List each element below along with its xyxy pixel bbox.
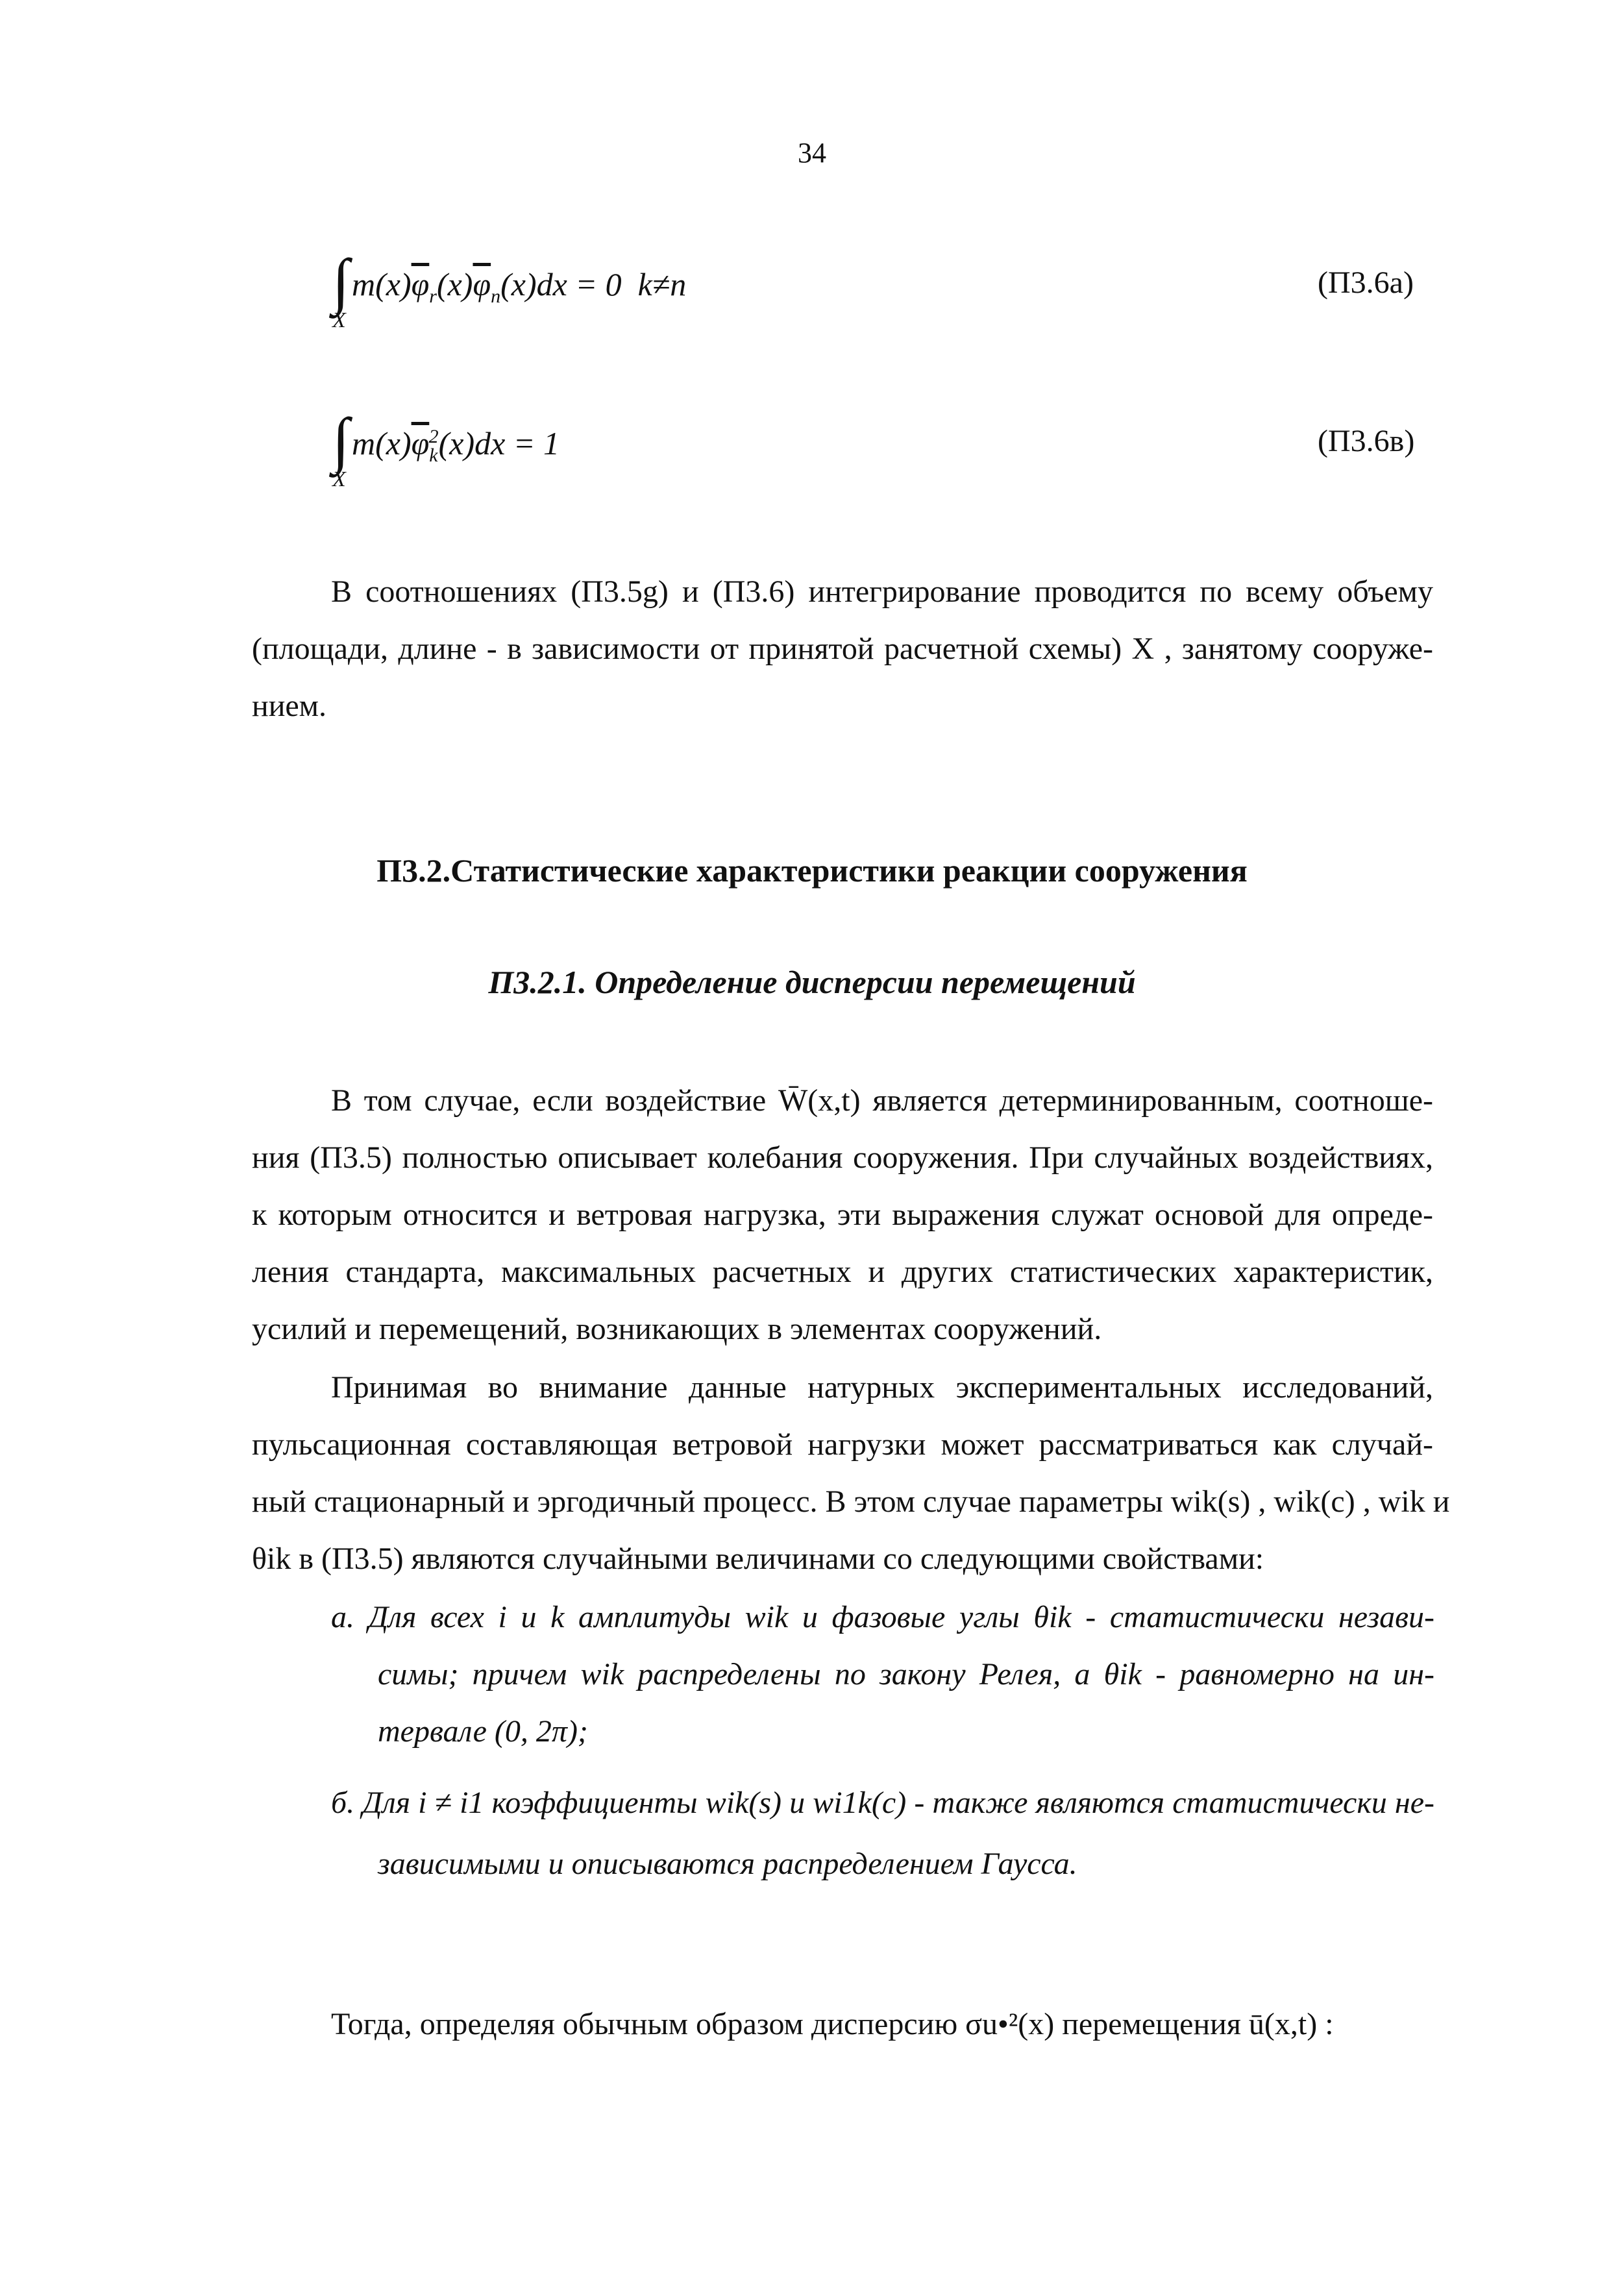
list-item-line: зависимыми и описываются распределением Гаусса. [378,1847,1077,1881]
integral-sign: ∫ [332,405,350,474]
paragraph-line: θik в (П3.5) являются случайными величинами со следующими свойствами: [252,1542,1264,1576]
paragraph-line: нием. [252,689,327,723]
list-item [331,1771,1434,1893]
formula: $m(x)\overline{\varphi}_k^2(x)dx = 1$ [352,425,560,466]
integral-sign: ∫ [332,246,350,315]
equation-label-3-6a: (П3.6a) [1318,265,1414,300]
page-number: 34 [798,137,826,169]
section-heading: П3.2.Статистические характеристики реакции сооружения [376,852,1248,889]
list-item [331,1589,1434,1760]
final-line [331,1996,1434,2053]
formula: $m(x)\overline{\varphi}_r(x)\overline{\varphi}_n(x)dx = 0$ k≠n [352,266,687,307]
integration-domain: X [332,467,346,491]
paragraph-line: ния (П3.5) полностью описывает колебания сооружения. При случайных воздействиях, [252,1140,1433,1175]
integration-domain: X [332,308,346,332]
paragraph-line: ный стационарный и эргодичный процесс. В этом случае параметры wik(s) , wik(c) , wik и [252,1484,1450,1519]
list-item-line: симы; причем wik распределены по закону Релея, а θik - равномерно на ин- [378,1657,1434,1691]
list-item-line: а. Для всех i и k амплитуды wik и фазовые углы θik - статистически незави- [331,1600,1434,1634]
paragraph-integration [252,563,1433,735]
paragraph-deterministic [252,1072,1433,1358]
paragraph-line: к которым относится и ветровая нагрузка, эти выражения служат основой для опреде- [252,1198,1433,1232]
paragraph-line: Тогда, определяя обычным образом дисперсию σu•²(x) перемещения ū(x,t) : [331,2007,1334,2041]
paragraph-line: В том случае, если воздействие W̄(x,t) является детерминированным, соотноше- [331,1083,1433,1118]
equation-3-6b [332,405,1436,506]
subsection-heading: П3.2.1. Определение дисперсии перемещений [488,964,1136,1000]
paragraph-line: (площади, длине - в зависимости от принятой расчетной схемы) X , занятому сооруже- [252,632,1433,666]
paragraph-line: ления стандарта, максимальных расчетных и других статистических характеристик, [252,1255,1433,1289]
paragraph-line: В соотношениях (П3.5g) и (П3.6) интегрирование проводится по всему объему [331,574,1433,609]
list-item-line: б. Для i ≠ i1 коэффициенты wik(s) и wi1k(c) - также являются статистически не- [331,1786,1434,1820]
paragraph-line: пульсационная составляющая ветровой нагрузки может рассматриваться как случай- [252,1427,1433,1462]
paragraph-line: усилий и перемещений, возникающих в элементах сооружений. [252,1312,1102,1346]
paragraph-random-process [252,1359,1450,1588]
paragraph-line: Принимая во внимание данные натурных экспериментальных исследований, [331,1370,1433,1405]
equation-3-6a [332,246,1436,347]
equation-label-3-6b: (П3.6в) [1318,424,1415,458]
list-item-line: тервале (0, 2π); [378,1714,588,1749]
